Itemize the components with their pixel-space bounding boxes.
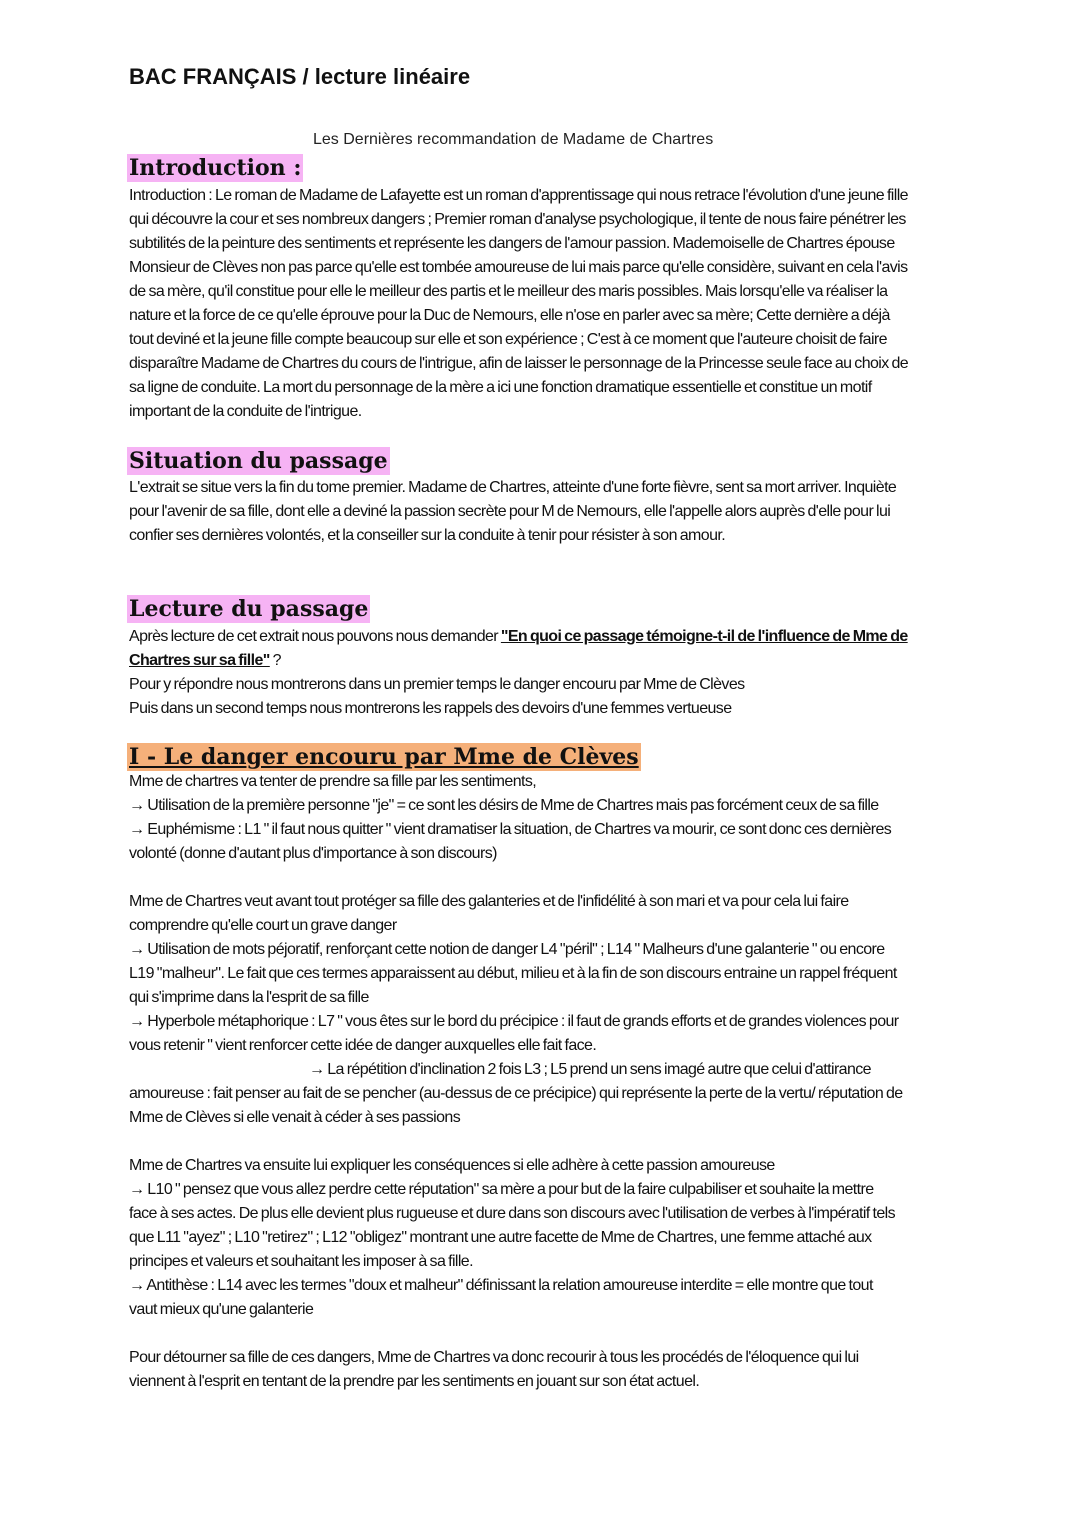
text-line: vous retenir " vient renforcer cette idée de danger auxquelles elle fait face. — [129, 1037, 597, 1054]
situation-paragraph — [129, 476, 959, 548]
text-line: Introduction : Le roman de Madame de Lafayette est un roman d'apprentissage qui nous retrace l'évolution d'une jeune fille — [129, 187, 908, 204]
text-line: sa ligne de conduite. La mort du personnage de la mère a ici une fonction dramatique essentielle et constitue un motif — [129, 379, 872, 396]
text-line: Mme de chartres va tenter de prendre sa fille par les sentiments, — [129, 773, 537, 790]
text-line — [129, 649, 959, 673]
text-line: confier ses dernières volontés, et la conseiller sur la conduite à tenir pour résister à son amour. — [129, 527, 726, 544]
text-line: nature et la force de ce qu'elle éprouve pour la Duc de Nemours, elle n'ose en parler avec sa mère; Cette dernière a déjà — [129, 307, 890, 324]
text-line: Monsieur de Clèves non pas parce qu'elle est tombée amoureuse de lui mais parce qu'elle considère, suivant en cela l'avis — [129, 259, 908, 276]
lecture-heading: Lecture du passage — [129, 596, 369, 622]
document-subtitle: Les Dernières recommandation de Madame de Chartres — [313, 131, 714, 148]
text-line: face à ses actes. De plus elle devient plus rugueuse et dure dans son discours avec l'utilisation de verbes à l'impératif tels — [129, 1205, 895, 1222]
text-line: Mme de Chartres veut avant tout protéger sa fille des galanteries et de l'infidélité à son mari et va pour cela lui faire — [129, 893, 849, 910]
text-line: → Utilisation de mots péjoratif, renforçant cette notion de danger L4 "péril" ; L14 " Malheurs d'une galanterie " ou encore — [129, 941, 885, 958]
text-line: → Antithèse : L14 avec les termes "doux et malheur" définissant la relation amoureuse interdite = elle montre que tout — [129, 1277, 873, 1294]
text-line: vaut mieux qu'une galanterie — [129, 1301, 314, 1318]
part1-heading: I - Le danger encouru par Mme de Clèves — [129, 744, 639, 770]
lecture-paragraph — [129, 625, 959, 721]
text-line: de sa mère, qu'il constitue pour elle le meilleur des partis et le meilleur des maris possibles. Mais lorsqu'elle va réaliser la — [129, 283, 888, 300]
text-line: qui découvre la cour et ses nombreux dangers ; Premier roman d'analyse psychologique, il tente de nous faire pénétrer les — [129, 211, 906, 228]
text-line: Puis dans un second temps nous montrerons les rappels des devoirs d'une femmes vertueuse — [129, 700, 732, 717]
situation-heading: Situation du passage — [129, 448, 388, 474]
text-line: → L10 " pensez que vous allez perdre cette réputation" sa mère a pour but de la faire culpabiliser et souhaite la mettre — [129, 1181, 874, 1198]
introduction-heading: Introduction : — [129, 155, 302, 181]
question-mark: ? — [269, 652, 281, 669]
text-line: Pour détourner sa fille de ces dangers, Mme de Chartres va donc recourir à tous les procédés de l'éloquence qui lui — [129, 1349, 859, 1366]
text-line: → Hyperbole métaphorique : L7 " vous êtes sur le bord du précipice : il faut de grands efforts et de grandes violences pour — [129, 1013, 899, 1030]
text-line: amoureuse : fait penser au fait de se pencher (au-dessus de ce précipice) qui représente la perte de la vertu/ réputation de — [129, 1085, 903, 1102]
problematic-question-continued: Chartres sur sa fille" — [129, 652, 270, 669]
text-line: que L11 "ayez" ; L10 "retirez" ; L12 "obligez" montrant une autre facette de Mme de Chartres, une femme attaché aux — [129, 1229, 872, 1246]
lecture-intro-text: Après lecture de cet extrait nous pouvons nous demander — [129, 628, 501, 645]
text-line: principes et valeurs et souhaitant les imposer à sa fille. — [129, 1253, 473, 1270]
text-line: comprendre qu'elle court un grave danger — [129, 917, 397, 934]
text-line: disparaître Madame de Chartres du cours de l'intrigue, afin de laisser le personnage de la Princesse seule face au choix de — [129, 355, 909, 372]
text-line: Pour y répondre nous montrerons dans un premier temps le danger encouru par Mme de Clèves — [129, 676, 745, 693]
text-line: volonté (donne d'autant plus d'importance à son discours) — [129, 845, 497, 862]
text-line: viennent à l'esprit en tentant de la prendre par les sentiments en jouant sur son état actuel. — [129, 1373, 700, 1390]
text-line: qui s'imprime dans la l'esprit de sa fille — [129, 989, 369, 1006]
part1-block2 — [129, 890, 959, 1130]
part1-block1 — [129, 770, 959, 866]
part1-block3 — [129, 1154, 959, 1322]
introduction-paragraph — [129, 184, 959, 424]
text-line: Mme de Chartres va ensuite lui expliquer les conséquences si elle adhère à cette passion amoureuse — [129, 1157, 775, 1174]
document-header: BAC FRANÇAIS / lecture linéaire — [129, 64, 471, 89]
text-line: important de la conduite de l'intrigue. — [129, 403, 362, 420]
text-line: L'extrait se situe vers la fin du tome premier. Madame de Chartres, atteinte d'une forte fièvre, sent sa mort arriver. Inquiète — [129, 479, 897, 496]
text-line: L19 "malheur". Le fait que ces termes apparaissent au début, milieu et à la fin de son discours entraine un rappel fréquent — [129, 965, 897, 982]
part1-block4 — [129, 1346, 959, 1394]
text-line: → Utilisation de la première personne "je" = ce sont les désirs de Mme de Chartres mais pas forcément ceux de sa fille — [129, 797, 879, 814]
text-line: subtilités de la peinture des sentiments et représente les dangers de l'amour passion. Mademoiselle de Chartres épouse — [129, 235, 895, 252]
text-line: pour l'avenir de sa fille, dont elle a deviné la passion secrète pour M de Nemours, elle l'appelle alors auprès d'elle pour lui — [129, 503, 891, 520]
problematic-question: "En quoi ce passage témoigne-t-il de l'influence de Mme de — [500, 628, 908, 645]
text-line — [129, 625, 959, 649]
text-line: tout deviné et la jeune fille compte beaucoup sur elle et son expérience ; C'est à ce moment que l'auteure choisit de faire — [129, 331, 887, 348]
text-line: → Euphémisme : L1 " il faut nous quitter " vient dramatiser la situation, de Chartres va mourir, ce sont donc ces dernières — [129, 821, 892, 838]
text-line: Mme de Clèves si elle venait à céder à ses passions — [129, 1109, 461, 1126]
text-line: → La répétition d'inclination 2 fois L3 ; L5 prend un sens imagé autre que celui d'attirance — [309, 1061, 871, 1078]
